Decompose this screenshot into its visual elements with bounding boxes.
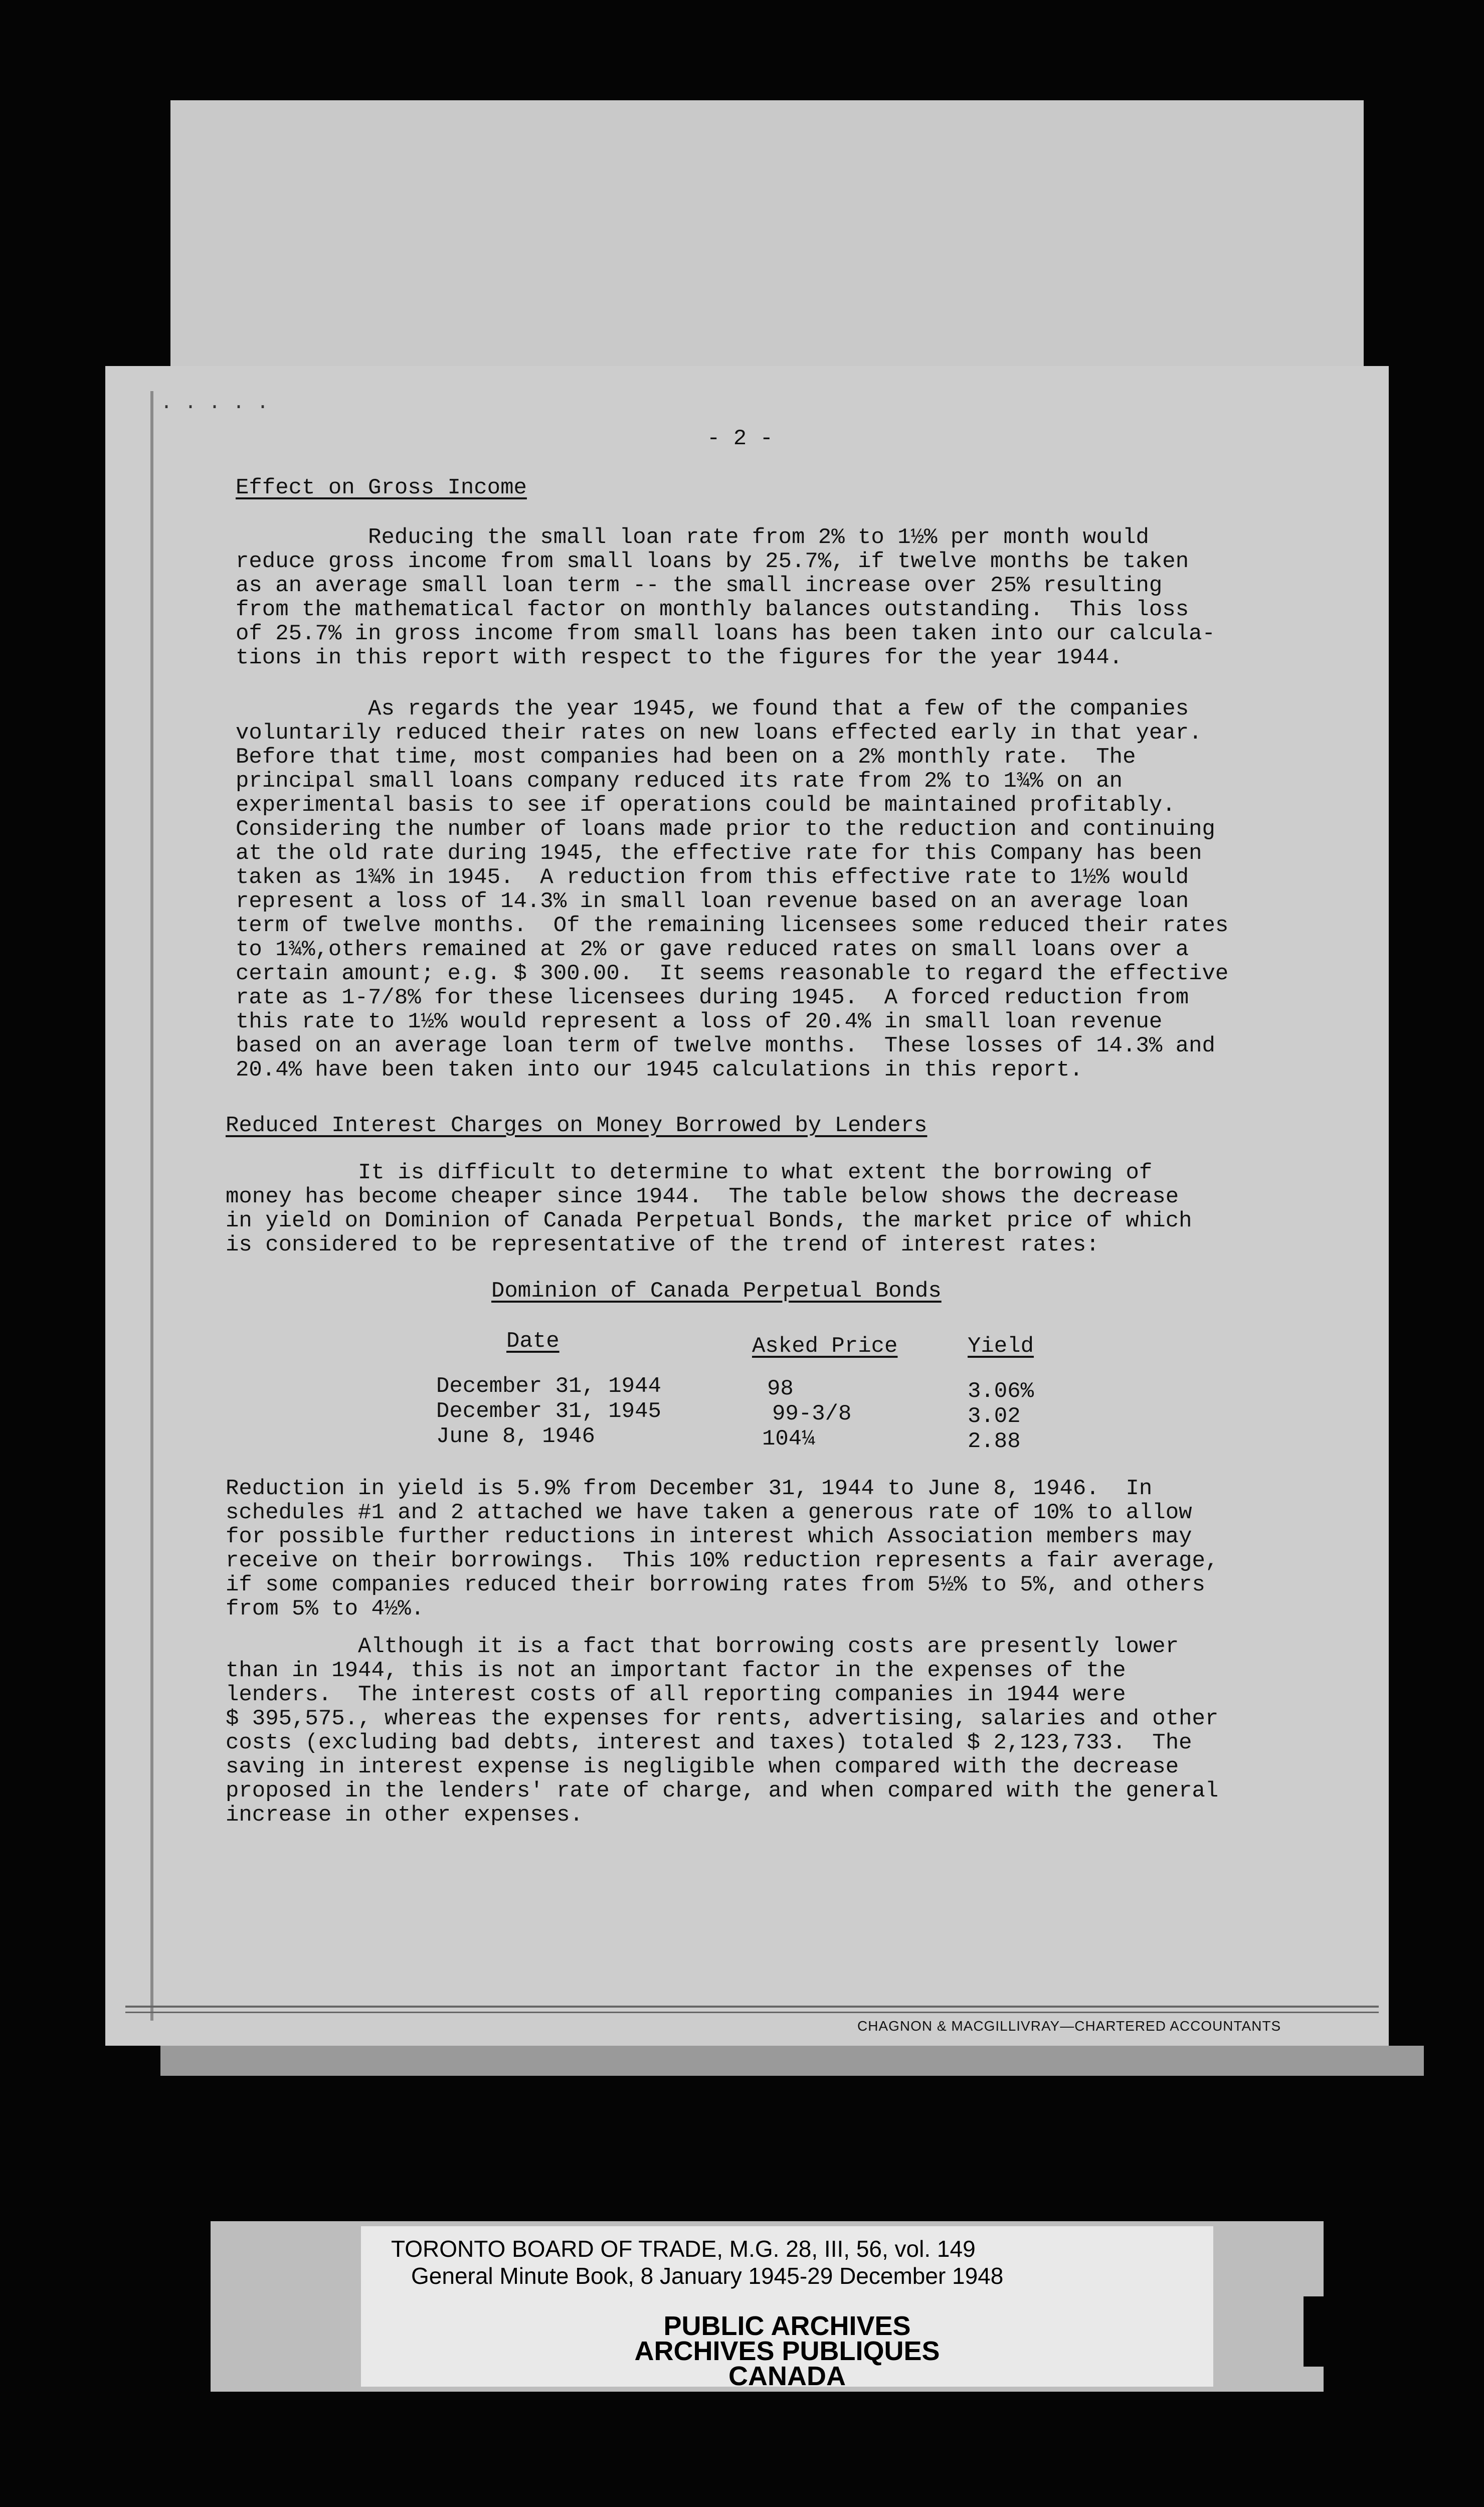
archive-label-strip: [211, 2221, 1324, 2392]
section-heading-gross-income: Effect on Gross Income: [236, 475, 527, 500]
text-line: experimental basis to see if operations could be maintained profitably.: [236, 793, 1176, 818]
text-line: Although it is a fact that borrowing costs are presently lower: [226, 1634, 1179, 1659]
text-line: lenders. The interest costs of all reporting companies in 1944 were: [226, 1682, 1126, 1707]
text-line: reduce gross income from small loans by 25.7%, if twelve months be taken: [236, 549, 1189, 574]
text-line: schedules #1 and 2 attached we have taken a generous rate of 10% to allow: [226, 1500, 1192, 1525]
table-header-asked-price: Asked Price: [752, 1334, 898, 1359]
table-cell-date: December 31, 1945: [436, 1399, 661, 1424]
table-cell-price: 98: [767, 1376, 794, 1401]
firm-name: CHAGNON & MACGILLIVRAY—CHARTERED ACCOUNTANTS: [857, 2018, 1281, 2034]
text-line: to 1¾%,others remained at 2% or gave reduced rates on small loans over a: [236, 937, 1189, 962]
text-line: money has become cheaper since 1944. The table below shows the decrease: [226, 1184, 1179, 1209]
table-cell-date: December 31, 1944: [436, 1374, 661, 1399]
footer-rule: [125, 2012, 1379, 2013]
interest-paragraph-3: [226, 1635, 1218, 1827]
text-line: As regards the year 1945, we found that a few of the companies: [236, 696, 1189, 722]
text-line: is considered to be representative of the trend of interest rates:: [226, 1232, 1099, 1258]
text-line: receive on their borrowings. This 10% reduction represents a fair average,: [226, 1548, 1219, 1573]
text-line: saving in interest expense is negligible when compared with the decrease: [226, 1754, 1179, 1779]
text-line: of 25.7% in gross income from small loans has been taken into our calcula-: [236, 621, 1215, 646]
document-page: [105, 366, 1389, 2046]
text-line: Before that time, most companies had been on a 2% monthly rate. The: [236, 745, 1136, 770]
text-line: Considering the number of loans made prior to the reduction and continuing: [236, 817, 1215, 842]
page-number: - 2 -: [707, 426, 774, 451]
table-cell-yield: 3.06%: [968, 1379, 1034, 1404]
page-edge-shadow: [160, 2046, 1424, 2076]
label-tab-notch: [1304, 2296, 1344, 2367]
table-cell-date: June 8, 1946: [436, 1424, 595, 1449]
table-cell-yield: 3.02: [968, 1404, 1021, 1429]
text-line: voluntarily reduced their rates on new loans effected early in that year.: [236, 721, 1202, 746]
table-cell-yield: 2.88: [968, 1429, 1021, 1454]
gross-income-paragraph-1: [236, 525, 1215, 670]
section-heading-interest-charges: Reduced Interest Charges on Money Borrowed by Lenders: [226, 1113, 928, 1138]
text-line: proposed in the lenders' rate of charge, and when compared with the general: [226, 1778, 1219, 1804]
text-line: 20.4% have been taken into our 1945 calculations in this report.: [236, 1057, 1083, 1083]
gross-income-paragraph-2: [236, 697, 1228, 1082]
text-line: It is difficult to determine to what extent the borrowing of: [226, 1160, 1153, 1185]
text-line: as an average small loan term -- the small increase over 25% resulting: [236, 573, 1163, 598]
margin-rule: [150, 391, 153, 2021]
archive-stamp-line: CANADA: [728, 2361, 846, 2391]
ruler-marks: · · · · ·: [160, 396, 269, 419]
text-line: Reduction in yield is 5.9% from December 31, 1944 to June 8, 1946. In: [226, 1476, 1153, 1501]
bond-table-title: Dominion of Canada Perpetual Bonds: [491, 1279, 942, 1304]
text-line: this rate to 1½% would represent a loss of 20.4% in small loan revenue: [236, 1009, 1163, 1034]
text-line: certain amount; e.g. $ 300.00. It seems reasonable to regard the effective: [236, 961, 1229, 986]
text-line: tions in this report with respect to the figures for the year 1944.: [236, 645, 1123, 670]
text-line: increase in other expenses.: [226, 1803, 583, 1828]
footer-rule: [125, 2006, 1379, 2008]
underlying-sheet: [170, 100, 1364, 381]
table-cell-price: 99-3/8: [772, 1401, 852, 1426]
interest-paragraph-1: [226, 1161, 1192, 1257]
text-line: from 5% to 4½%.: [226, 1596, 425, 1622]
archive-label: [361, 2226, 1213, 2391]
table-cell-price: 104¼: [762, 1426, 815, 1452]
archive-reference: TORONTO BOARD OF TRADE, M.G. 28, III, 56, vol. 149: [391, 2236, 976, 2262]
text-line: represent a loss of 14.3% in small loan revenue based on an average loan: [236, 889, 1189, 914]
table-header-date: Date: [506, 1329, 560, 1354]
text-line: at the old rate during 1945, the effective rate for this Company has been: [236, 841, 1202, 866]
archive-stamp-line: ARCHIVES PUBLIQUES: [634, 2336, 940, 2366]
text-line: based on an average loan term of twelve months. These losses of 14.3% and: [236, 1033, 1215, 1058]
text-line: principal small loans company reduced its rate from 2% to 1¾% on an: [236, 769, 1123, 794]
text-line: from the mathematical factor on monthly balances outstanding. This loss: [236, 597, 1189, 622]
archive-stamp-line: PUBLIC ARCHIVES: [663, 2311, 911, 2341]
text-line: costs (excluding bad debts, interest and taxes) totaled $ 2,123,733. The: [226, 1730, 1192, 1755]
text-line: $ 395,575., whereas the expenses for rents, advertising, salaries and other: [226, 1706, 1219, 1731]
text-line: rate as 1-7/8% for these licensees during 1945. A forced reduction from: [236, 985, 1189, 1010]
text-line: than in 1944, this is not an important factor in the expenses of the: [226, 1658, 1126, 1683]
text-line: if some companies reduced their borrowing rates from 5½% to 5%, and others: [226, 1572, 1205, 1597]
text-line: taken as 1¾% in 1945. A reduction from this effective rate to 1½% would: [236, 865, 1189, 890]
text-line: for possible further reductions in interest which Association members may: [226, 1524, 1192, 1549]
text-line: Reducing the small loan rate from 2% to 1½% per month would: [236, 525, 1149, 550]
archive-description: General Minute Book, 8 January 1945-29 December 1948: [411, 2263, 1004, 2289]
table-header-yield: Yield: [968, 1334, 1034, 1359]
interest-paragraph-2: [226, 1477, 1218, 1621]
text-line: term of twelve months. Of the remaining licensees some reduced their rates: [236, 913, 1229, 938]
text-line: in yield on Dominion of Canada Perpetual Bonds, the market price of which: [226, 1208, 1192, 1233]
